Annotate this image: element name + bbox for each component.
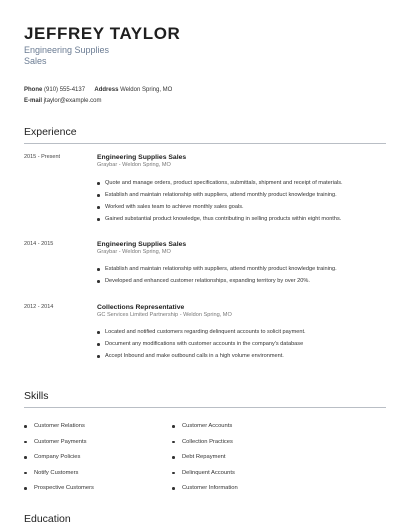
- job-title: Engineering Supplies Sales: [97, 241, 187, 248]
- skills-column-right: [172, 420, 238, 498]
- email-value: jtaylor@example.com: [43, 98, 102, 104]
- skills-divider: [24, 407, 386, 408]
- job-company: GC Services Limited Partnership - Weldon Spring, MO: [97, 312, 232, 318]
- skills-column-left: [24, 420, 94, 498]
- skill-item: Notify Customers: [24, 467, 94, 483]
- education-heading: Education: [24, 513, 71, 525]
- address-label: Address: [94, 87, 119, 93]
- job-title-line-1: Engineering Supplies: [24, 45, 110, 55]
- job-title: Collections Representative: [97, 304, 185, 311]
- job-bullet: Gained substantial product knowledge, thus contributing in selling products within eight months.: [97, 213, 397, 225]
- job-bullet: Located and notified customers regarding delinquent accounts to solicit payment.: [97, 326, 397, 338]
- skill-item: Debt Repayment: [172, 451, 238, 467]
- job-bullet: Worked with sales team to achieve monthly sales goals.: [97, 201, 397, 213]
- skill-item: Customer Relations: [24, 420, 94, 436]
- skill-item: Customer Payments: [24, 436, 94, 452]
- address-value: Weldon Spring, MO: [120, 87, 173, 93]
- job-bullets: [97, 263, 397, 287]
- skill-item: Delinquent Accounts: [172, 467, 238, 483]
- job-title-line-2: Sales: [24, 56, 47, 66]
- contact-line-1: [24, 87, 172, 93]
- job-bullets: [97, 326, 397, 362]
- job-bullet: Quote and manage orders, product specifications, submittals, shipment and receipt of materials.: [97, 177, 397, 189]
- skill-item: Customer Information: [172, 482, 238, 498]
- phone-value: (910) 555-4137: [44, 87, 86, 93]
- experience-divider: [24, 143, 386, 144]
- job-bullet: Establish and maintain relationship with suppliers, attend monthly product knowledge training.: [97, 263, 397, 275]
- experience-heading: Experience: [24, 126, 77, 138]
- contact-line-2: [24, 98, 101, 104]
- email-label: E-mail: [24, 98, 43, 104]
- job-bullet: Accept Inbound and make outbound calls in a high volume environment.: [97, 350, 397, 362]
- job-bullets: [97, 177, 397, 225]
- skill-item: Collection Practices: [172, 436, 238, 452]
- job-bullet: Establish and maintain relationship with suppliers, attend monthly product knowledge training.: [97, 189, 397, 201]
- job-dates: 2012 - 2014: [24, 304, 54, 310]
- job-bullet: Document any modifications with customer accounts in the company's database: [97, 338, 397, 350]
- phone-label: Phone: [24, 87, 43, 93]
- job-title: Engineering Supplies Sales: [97, 154, 187, 161]
- candidate-name: JEFFREY TAYLOR: [24, 24, 181, 43]
- job-dates: 2014 - 2015: [24, 241, 54, 247]
- job-company: Graybar - Weldon Spring, MO: [97, 249, 171, 255]
- job-company: Graybar - Weldon Spring, MO: [97, 162, 171, 168]
- skill-item: Customer Accounts: [172, 420, 238, 436]
- job-dates: 2015 - Present: [24, 154, 61, 160]
- skill-item: Company Policies: [24, 451, 94, 467]
- skill-item: Prospective Customers: [24, 482, 94, 498]
- skills-heading: Skills: [24, 390, 49, 402]
- job-bullet: Developed and enhanced customer relationships, expanding territory by over 20%.: [97, 275, 397, 287]
